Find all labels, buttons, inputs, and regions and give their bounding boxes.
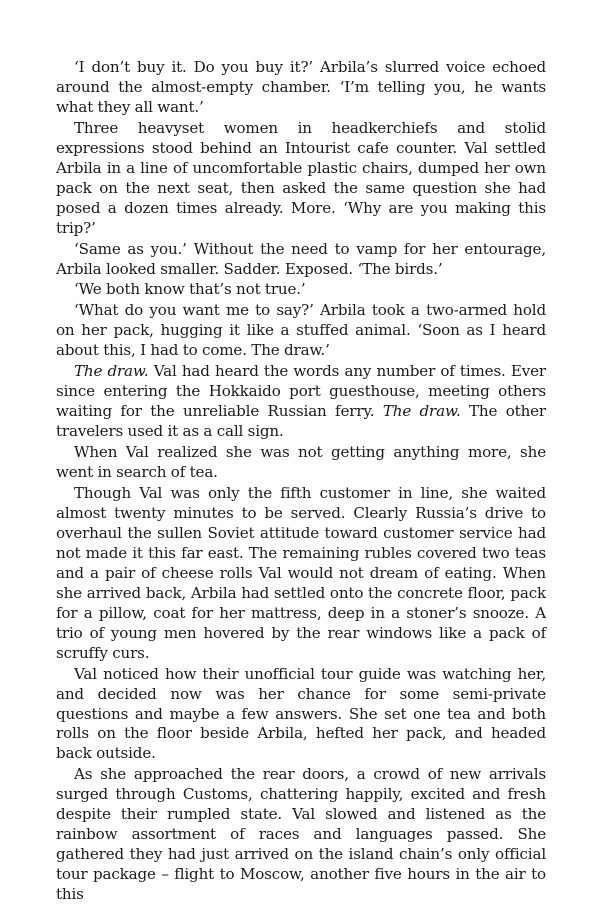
body-paragraph	[56, 362, 546, 442]
text-run: When Val realized she was not getting anything more, she went in search of tea.	[56, 443, 546, 482]
body-paragraph	[56, 280, 546, 300]
text-run: ‘We both know that’s not true.’	[74, 280, 306, 299]
body-paragraph	[56, 119, 546, 239]
body-paragraph	[56, 301, 546, 361]
body-paragraph	[56, 665, 546, 765]
body-paragraph	[56, 443, 546, 483]
text-run: ‘Same as you.’ Without the need to vamp for her entourage, Arbila looked smaller. Sadder. Exposed. ‘The birds.’	[56, 239, 546, 278]
body-paragraph	[56, 58, 546, 118]
text-run: Val had heard the words any number of times. Ever since entering the Hokkaido port guesthouse, meeting others waiting for the unreliable Russian ferry.	[56, 362, 546, 421]
document-page	[56, 58, 546, 905]
italic-text-run: The draw.	[74, 362, 149, 381]
text-run: Three heavyset women in headkerchiefs and stolid expressions stood behind an Intourist cafe counter. Val settled Arbila in a line of uncomfortable plastic chairs, dumped her own pack on the next seat, then asked the same question she had posed a dozen times already. More. ‘Why are you making this trip?’	[56, 118, 546, 237]
body-paragraph	[56, 484, 546, 664]
text-run: The other travelers used it as a call sign.	[56, 402, 546, 441]
text-run: ‘What do you want me to say?’ Arbila took a two-armed hold on her pack, hugging it like a stuffed animal. ‘Soon as I heard about this, I had to come. The draw.’	[56, 301, 546, 360]
italic-text-run: The draw.	[382, 402, 461, 421]
text-run: Val noticed how their unofficial tour guide was watching her, and decided now was her chance for some semi-private questions and maybe a few answers. She set one tea and both rolls on the floor beside Arbila, hefted her pack, and headed back outside.	[56, 664, 546, 763]
text-run: Though Val was only the fifth customer in line, she waited almost twenty minutes to be served. Clearly Russia’s drive to overhaul the sullen Soviet attitude toward customer service had not made it this far east. The remaining rubles covered two teas and a pair of cheese rolls Val would not dream of eating. When she arrived back, Arbila had settled onto the concrete floor, pack for a pillow, coat for her mattress, deep in a stoner’s snooze. A trio of young men hovered by the rear windows like a pack of scruffy curs.	[56, 484, 546, 662]
body-paragraph	[56, 765, 546, 905]
body-paragraph	[56, 240, 546, 280]
text-run: ‘I don’t buy it. Do you buy it?’ Arbila’s slurred voice echoed around the almost-empty chamber. ‘I’m telling you, he wants what they all want.’	[56, 58, 546, 116]
text-run: As she approached the rear doors, a crowd of new arrivals surged through Customs, chattering happily, excited and fresh despite their rumpled state. Val slowed and listened as the rainbow assortment of races and languages passed. She gathered they had just arrived on the island chain’s only official tour package – flight to Moscow, another five hours in the air to this	[56, 765, 546, 904]
